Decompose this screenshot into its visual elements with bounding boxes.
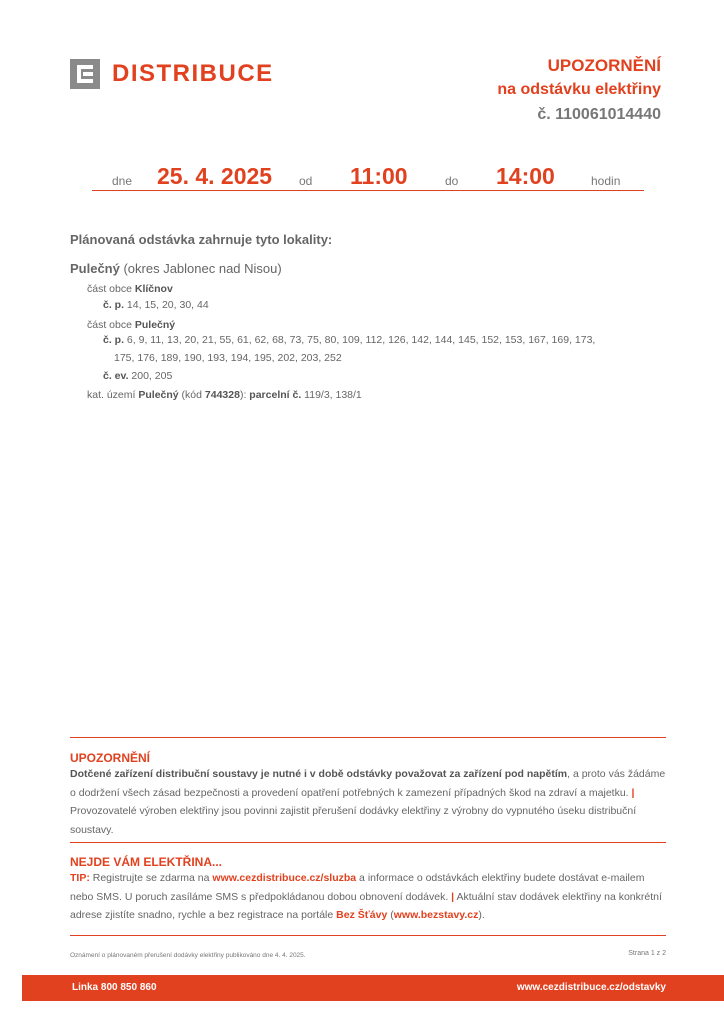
outages-link[interactable]: www.cezdistribuce.cz/odstavky — [516, 982, 666, 993]
brand-name: DISTRIBUCE — [112, 60, 274, 87]
date-divider — [92, 190, 644, 191]
cez-logo-icon — [70, 59, 100, 89]
to-time: 14:00 — [496, 163, 555, 189]
published-note: Oznámení o plánovaném přerušení dodávky elektřiny publikováno dne 4. 4. 2025. — [70, 952, 306, 959]
notice-subtitle: na odstávku elektřiny — [497, 81, 661, 98]
locality-heading: Pulečný (okres Jablonec nad Nisou) — [70, 261, 282, 276]
part-pulecny-ce: č. ev. 200, 205 — [103, 370, 173, 382]
date-label: dne — [112, 174, 133, 188]
page-number: Strana 1 z 2 — [628, 950, 666, 957]
cadastre-line: kat. území Pulečný (kód 744328): parcelní č. 119/3, 138/1 — [87, 389, 362, 401]
hotline: Linka 800 850 860 — [72, 982, 157, 993]
from-label: od — [299, 174, 313, 188]
part-pulecny-cp-cont: 175, 176, 189, 190, 193, 194, 195, 202, 203, 252 — [114, 352, 342, 364]
outage-date: 25. 4. 2025 — [157, 163, 273, 189]
from-time: 11:00 — [350, 163, 408, 189]
notice-divider-middle — [70, 842, 666, 843]
tip-text: TIP: Registrujte se zdarma na www.cezdistribuce.cz/sluzba a informace o odstávkách elektřiny budete dostávat e-mailem nebo SMS. U poruch zasíláme SMS s předpokládanou dobou obnovení dodávek. | Aktuální stav dodávek elektřiny na konkrétní adrese zjistíte snadno, rychle a bez registrace na portále Bez Šťávy (www.bezstavy.cz). — [70, 872, 662, 921]
unit-label: hodin — [591, 174, 621, 188]
to-label: do — [445, 174, 459, 188]
warning-text: Dotčené zařízení distribuční soustavy je nutné i v době odstávky považovat za zařízení pod napětím, a proto vás žádáme o dodržení všech zásad bezpečnosti a provedení opatření potřebných k zamezení případných škod na zdraví a majetku. | Provozovatelé výroben elektřiny jsou povinni zajistit přerušení dodávky elektřiny z výrobny do vypnutého úseku distribuční soustavy. — [70, 768, 666, 836]
bezstavy-link[interactable]: www.bezstavy.cz — [393, 909, 479, 921]
part-pulecny: část obce Pulečný — [87, 319, 176, 331]
warning-title: UPOZORNĚNÍ — [70, 751, 151, 765]
part-pulecny-cp: č. p. 6, 9, 11, 13, 20, 21, 55, 61, 62, 68, 73, 75, 80, 109, 112, 126, 142, 144, 145, 152, 153, 167, 169, 173, — [103, 334, 596, 346]
part-klicnov-cp: č. p. 14, 15, 20, 30, 44 — [103, 299, 209, 311]
notice-number: č. 110061014440 — [537, 106, 661, 123]
notice-divider-bottom — [70, 935, 666, 936]
notice-title: UPOZORNĚNÍ — [547, 56, 661, 75]
tip-title: NEJDE VÁM ELEKTŘINA... — [70, 855, 223, 869]
service-link[interactable]: www.cezdistribuce.cz/sluzba — [212, 872, 357, 884]
section-title: Plánovaná odstávka zahrnuje tyto lokality: — [70, 232, 333, 247]
part-klicnov: část obce Klíčnov — [87, 283, 173, 295]
notice-divider-top — [70, 737, 666, 738]
